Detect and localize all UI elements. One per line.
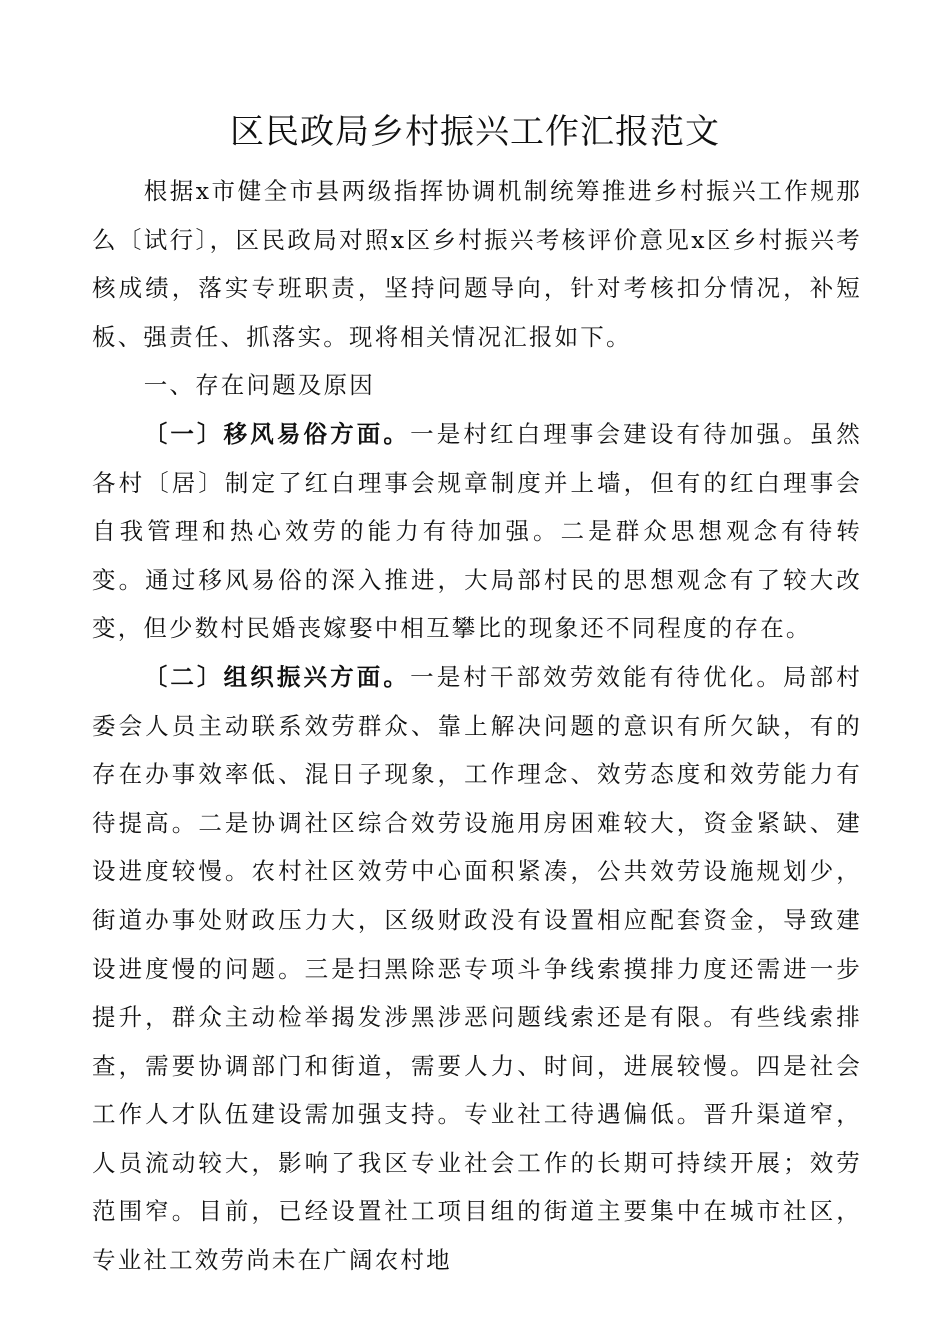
section-heading <box>92 361 862 410</box>
document-body <box>92 167 862 1285</box>
paragraph-lead-organization: 〔二〕组织振兴方面。 <box>143 662 411 691</box>
paragraph-text-customs: 一是村红白理事会建设有待加强。虽然各村〔居〕制定了红白理事会规章制度并上墙，但有的红白理事会自我管理和热心效劳的能力有待加强。二是群众思想观念有待转变。通过移风易俗的深入推进，大局部村民的思想观念有了较大改变，但少数村民婚丧嫁娶中相互攀比的现象还不同程度的存在。 <box>92 419 862 643</box>
paragraph-lead-customs: 〔一〕移风易俗方面。 <box>143 419 411 448</box>
paragraph-text-organization: 一是村干部效劳效能有待优化。局部村委会人员主动联系效劳群众、靠上解决问题的意识有所欠缺，有的存在办事效率低、混日子现象，工作理念、效劳态度和效劳能力有待提高。二是协调社区综合效劳设施用房困难较大，资金紧缺、建设进度较慢。农村社区效劳中心面积紧凑，公共效劳设施规划少，街道办事处财政压力大，区级财政没有设置相应配套资金，导致建设进度慢的问题。三是扫黑除恶专项斗争线索摸排力度还需进一步提升，群众主动检举揭发涉黑涉恶问题线索还是有限。有些线索排查，需要协调部门和街道，需要人力、时间，进展较慢。四是社会工作人才队伍建设需加强支持。专业社工待遇偏低。晋升渠道窄，人员流动较大，影响了我区专业社会工作的长期可持续开展；效劳范围窄。目前，已经设置社工项目组的街道主要集中在城市社区，专业社工效劳尚未在广阔农村地 <box>92 662 862 1275</box>
section-heading-text: 一、存在问题及原因 <box>143 371 375 400</box>
paragraph-customs-reform <box>92 410 862 653</box>
intro-paragraph: 根据x市健全市县两级指挥协调机制统筹推进乡村振兴工作规那么〔试行〕，区民政局对照x区乡村振兴考核评价意见x区乡村振兴考核成绩，落实专班职责，坚持问题导向，针对考核扣分情况，补短板、强责任、抓落实。现将相关情况汇报如下。 <box>92 177 862 351</box>
document-title: 区民政局乡村振兴工作汇报范文 <box>230 112 720 152</box>
paragraph-organization-revitalization <box>92 653 862 1285</box>
